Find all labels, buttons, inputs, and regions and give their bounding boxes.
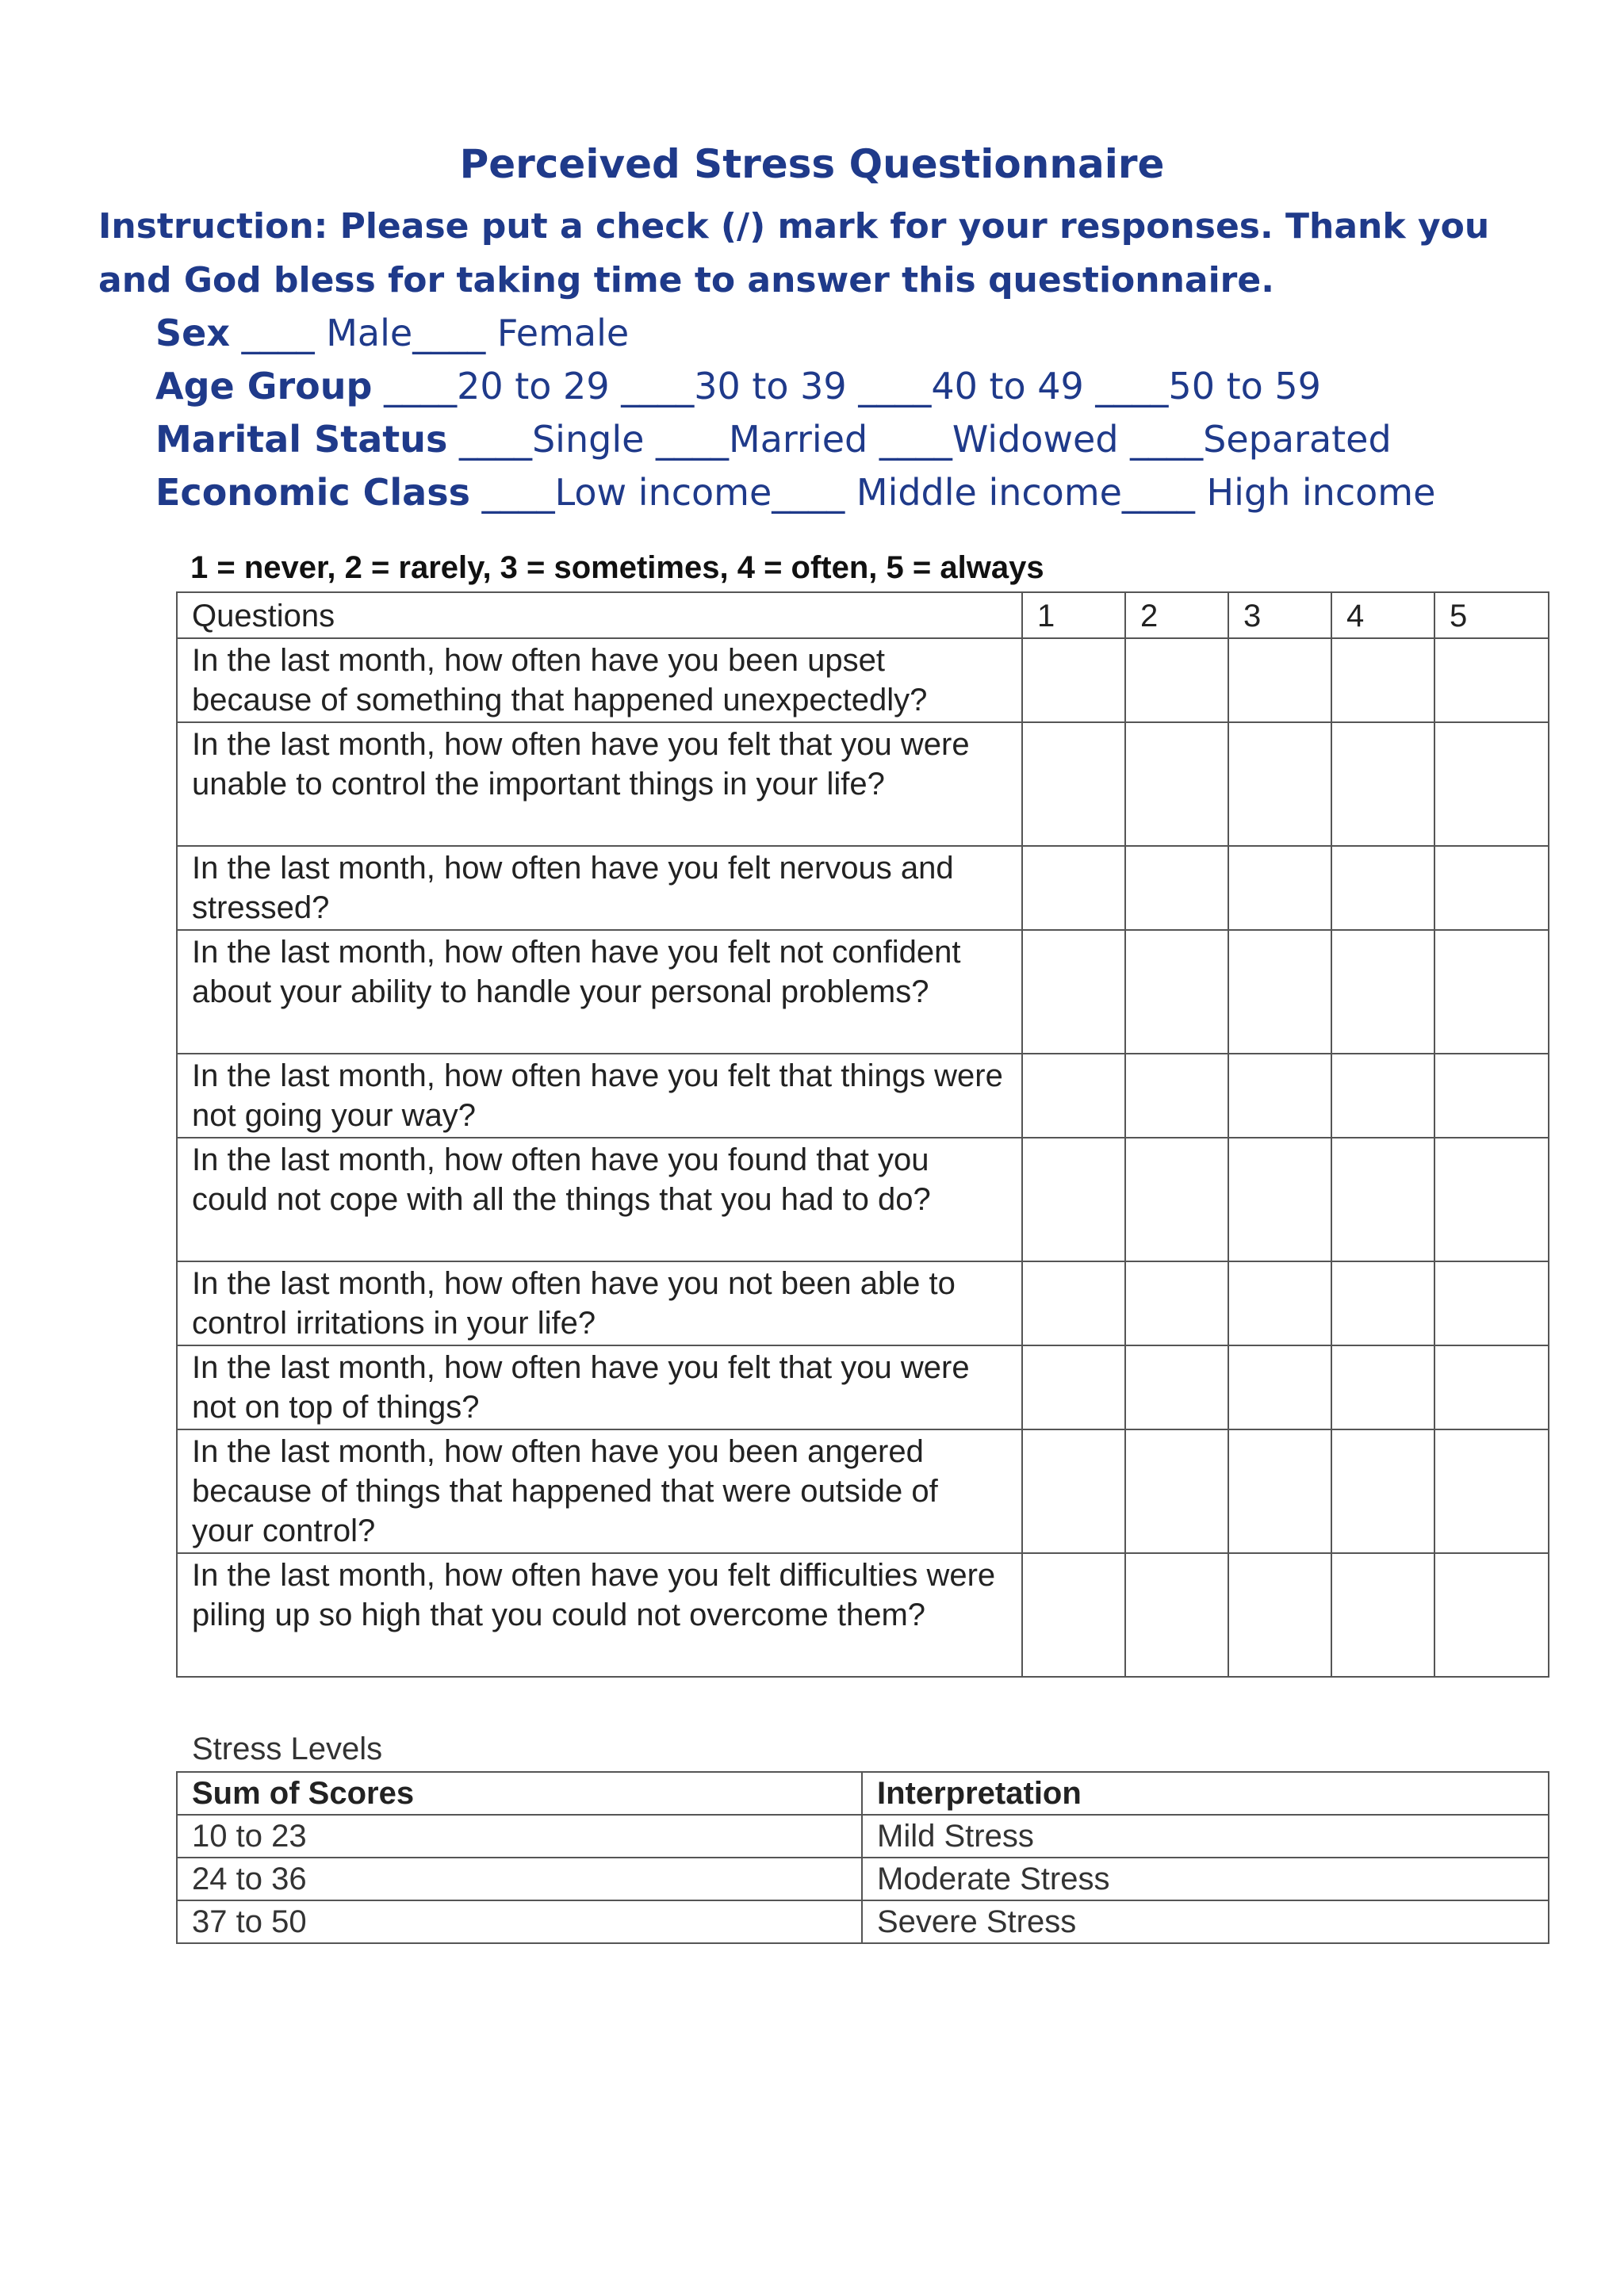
question-text: In the last month, how often have you felt that you were not on top of things? [177,1345,1022,1429]
score-range: 24 to 36 [177,1858,862,1900]
response-cell-4[interactable] [1331,930,1434,1054]
response-cell-2[interactable] [1125,722,1228,846]
marital-status-label: Marital Status [155,418,448,461]
response-cell-1[interactable] [1022,1138,1125,1261]
scale-1-header: 1 [1022,592,1125,638]
interpretation: Mild Stress [862,1815,1549,1858]
economic-class-row [155,470,1435,515]
response-cell-5[interactable] [1434,1429,1549,1553]
response-cell-3[interactable] [1228,722,1331,846]
instruction-text: Instruction: Please put a check (/) mark for your responses. Thank you and God bless for taking time to answer this questionnaire. [98,206,1490,300]
response-cell-3[interactable] [1228,930,1331,1054]
table-row [177,1261,1549,1345]
age-group-label: Age Group [155,365,373,408]
marital-status-options: ____Single ____Married ____Widowed ____Separated [458,418,1392,461]
question-text: In the last month, how often have you felt that things were not going your way? [177,1054,1022,1138]
marital-status-row [155,417,1392,461]
scale-2-header: 2 [1125,592,1228,638]
table-header-row [177,592,1549,638]
sum-of-scores-header: Sum of Scores [177,1772,862,1815]
question-text: In the last month, how often have you felt difficulties were piling up so high that you could not overcome them? [177,1553,1022,1677]
response-cell-2[interactable] [1125,1345,1228,1429]
response-cell-2[interactable] [1125,1553,1228,1677]
response-cell-1[interactable] [1022,1429,1125,1553]
interpretation-header: Interpretation [862,1772,1549,1815]
score-range: 37 to 50 [177,1900,862,1943]
response-cell-4[interactable] [1331,1553,1434,1677]
response-cell-4[interactable] [1331,1054,1434,1138]
response-cell-1[interactable] [1022,1345,1125,1429]
response-cell-5[interactable] [1434,846,1549,930]
table-row [177,1054,1549,1138]
question-text: In the last month, how often have you been angered because of things that happened that were outside of your control? [177,1429,1022,1553]
scale-4-header: 4 [1331,592,1434,638]
table-row [177,1900,1549,1943]
table-row [177,1138,1549,1261]
response-cell-4[interactable] [1331,1429,1434,1553]
question-text: In the last month, how often have you felt that you were unable to control the important things in your life? [177,722,1022,846]
interpretation: Severe Stress [862,1900,1549,1943]
response-cell-2[interactable] [1125,930,1228,1054]
response-cell-5[interactable] [1434,638,1549,722]
response-cell-3[interactable] [1228,1345,1331,1429]
response-cell-1[interactable] [1022,930,1125,1054]
response-cell-5[interactable] [1434,722,1549,846]
response-cell-3[interactable] [1228,1054,1331,1138]
response-cell-5[interactable] [1434,1553,1549,1677]
response-cell-4[interactable] [1331,722,1434,846]
stress-header-row [177,1772,1549,1815]
table-row [177,1429,1549,1553]
question-text: In the last month, how often have you felt nervous and stressed? [177,846,1022,930]
response-cell-5[interactable] [1434,1138,1549,1261]
response-cell-1[interactable] [1022,846,1125,930]
question-text: In the last month, how often have you felt not confident about your ability to handle your personal problems? [177,930,1022,1054]
response-cell-1[interactable] [1022,1553,1125,1677]
response-cell-3[interactable] [1228,1429,1331,1553]
table-row [177,1553,1549,1677]
table-row [177,1345,1549,1429]
page-title: Perceived Stress Questionnaire [459,141,1165,187]
response-cell-2[interactable] [1125,846,1228,930]
response-cell-4[interactable] [1331,1261,1434,1345]
economic-class-label: Economic Class [155,471,470,514]
scale-3-header: 3 [1228,592,1331,638]
table-row [177,722,1549,846]
response-cell-5[interactable] [1434,930,1549,1054]
sex-label: Sex [155,312,230,354]
question-text: In the last month, how often have you not been able to control irritations in your life? [177,1261,1022,1345]
response-cell-5[interactable] [1434,1345,1549,1429]
response-cell-3[interactable] [1228,1138,1331,1261]
questions-header: Questions [177,592,1022,638]
sex-row [155,311,629,355]
response-cell-2[interactable] [1125,638,1228,722]
response-cell-2[interactable] [1125,1054,1228,1138]
interpretation: Moderate Stress [862,1858,1549,1900]
questions-table [176,591,1549,1678]
score-range: 10 to 23 [177,1815,862,1858]
response-cell-1[interactable] [1022,722,1125,846]
scale-5-header: 5 [1434,592,1549,638]
response-cell-3[interactable] [1228,638,1331,722]
economic-class-options: ____Low income____ Middle income____ High income [481,471,1436,514]
response-cell-1[interactable] [1022,638,1125,722]
age-group-row [155,364,1321,408]
response-cell-4[interactable] [1331,1345,1434,1429]
response-cell-1[interactable] [1022,1054,1125,1138]
table-row [177,1858,1549,1900]
response-cell-5[interactable] [1434,1054,1549,1138]
response-cell-1[interactable] [1022,1261,1125,1345]
table-row [177,846,1549,930]
response-cell-3[interactable] [1228,1261,1331,1345]
response-cell-3[interactable] [1228,846,1331,930]
stress-levels-table [176,1771,1549,1944]
table-row [177,1815,1549,1858]
response-cell-4[interactable] [1331,1138,1434,1261]
response-cell-4[interactable] [1331,846,1434,930]
stress-levels-caption: Stress Levels [192,1732,383,1766]
table-row [177,638,1549,722]
question-text: In the last month, how often have you found that you could not cope with all the things that you had to do? [177,1138,1022,1261]
age-group-options: ____20 to 29 ____30 to 39 ____40 to 49 ____50 to 59 [384,365,1321,408]
response-cell-3[interactable] [1228,1553,1331,1677]
response-cell-2[interactable] [1125,1138,1228,1261]
response-cell-4[interactable] [1331,638,1434,722]
sex-options: ____ Male____ Female [241,312,630,354]
response-cell-2[interactable] [1125,1261,1228,1345]
response-cell-2[interactable] [1125,1429,1228,1553]
scale-legend: 1 = never, 2 = rarely, 3 = sometimes, 4 = often, 5 = always [190,550,1044,585]
question-text: In the last month, how often have you been upset because of something that happened unexpectedly? [177,638,1022,722]
response-cell-5[interactable] [1434,1261,1549,1345]
table-row [177,930,1549,1054]
